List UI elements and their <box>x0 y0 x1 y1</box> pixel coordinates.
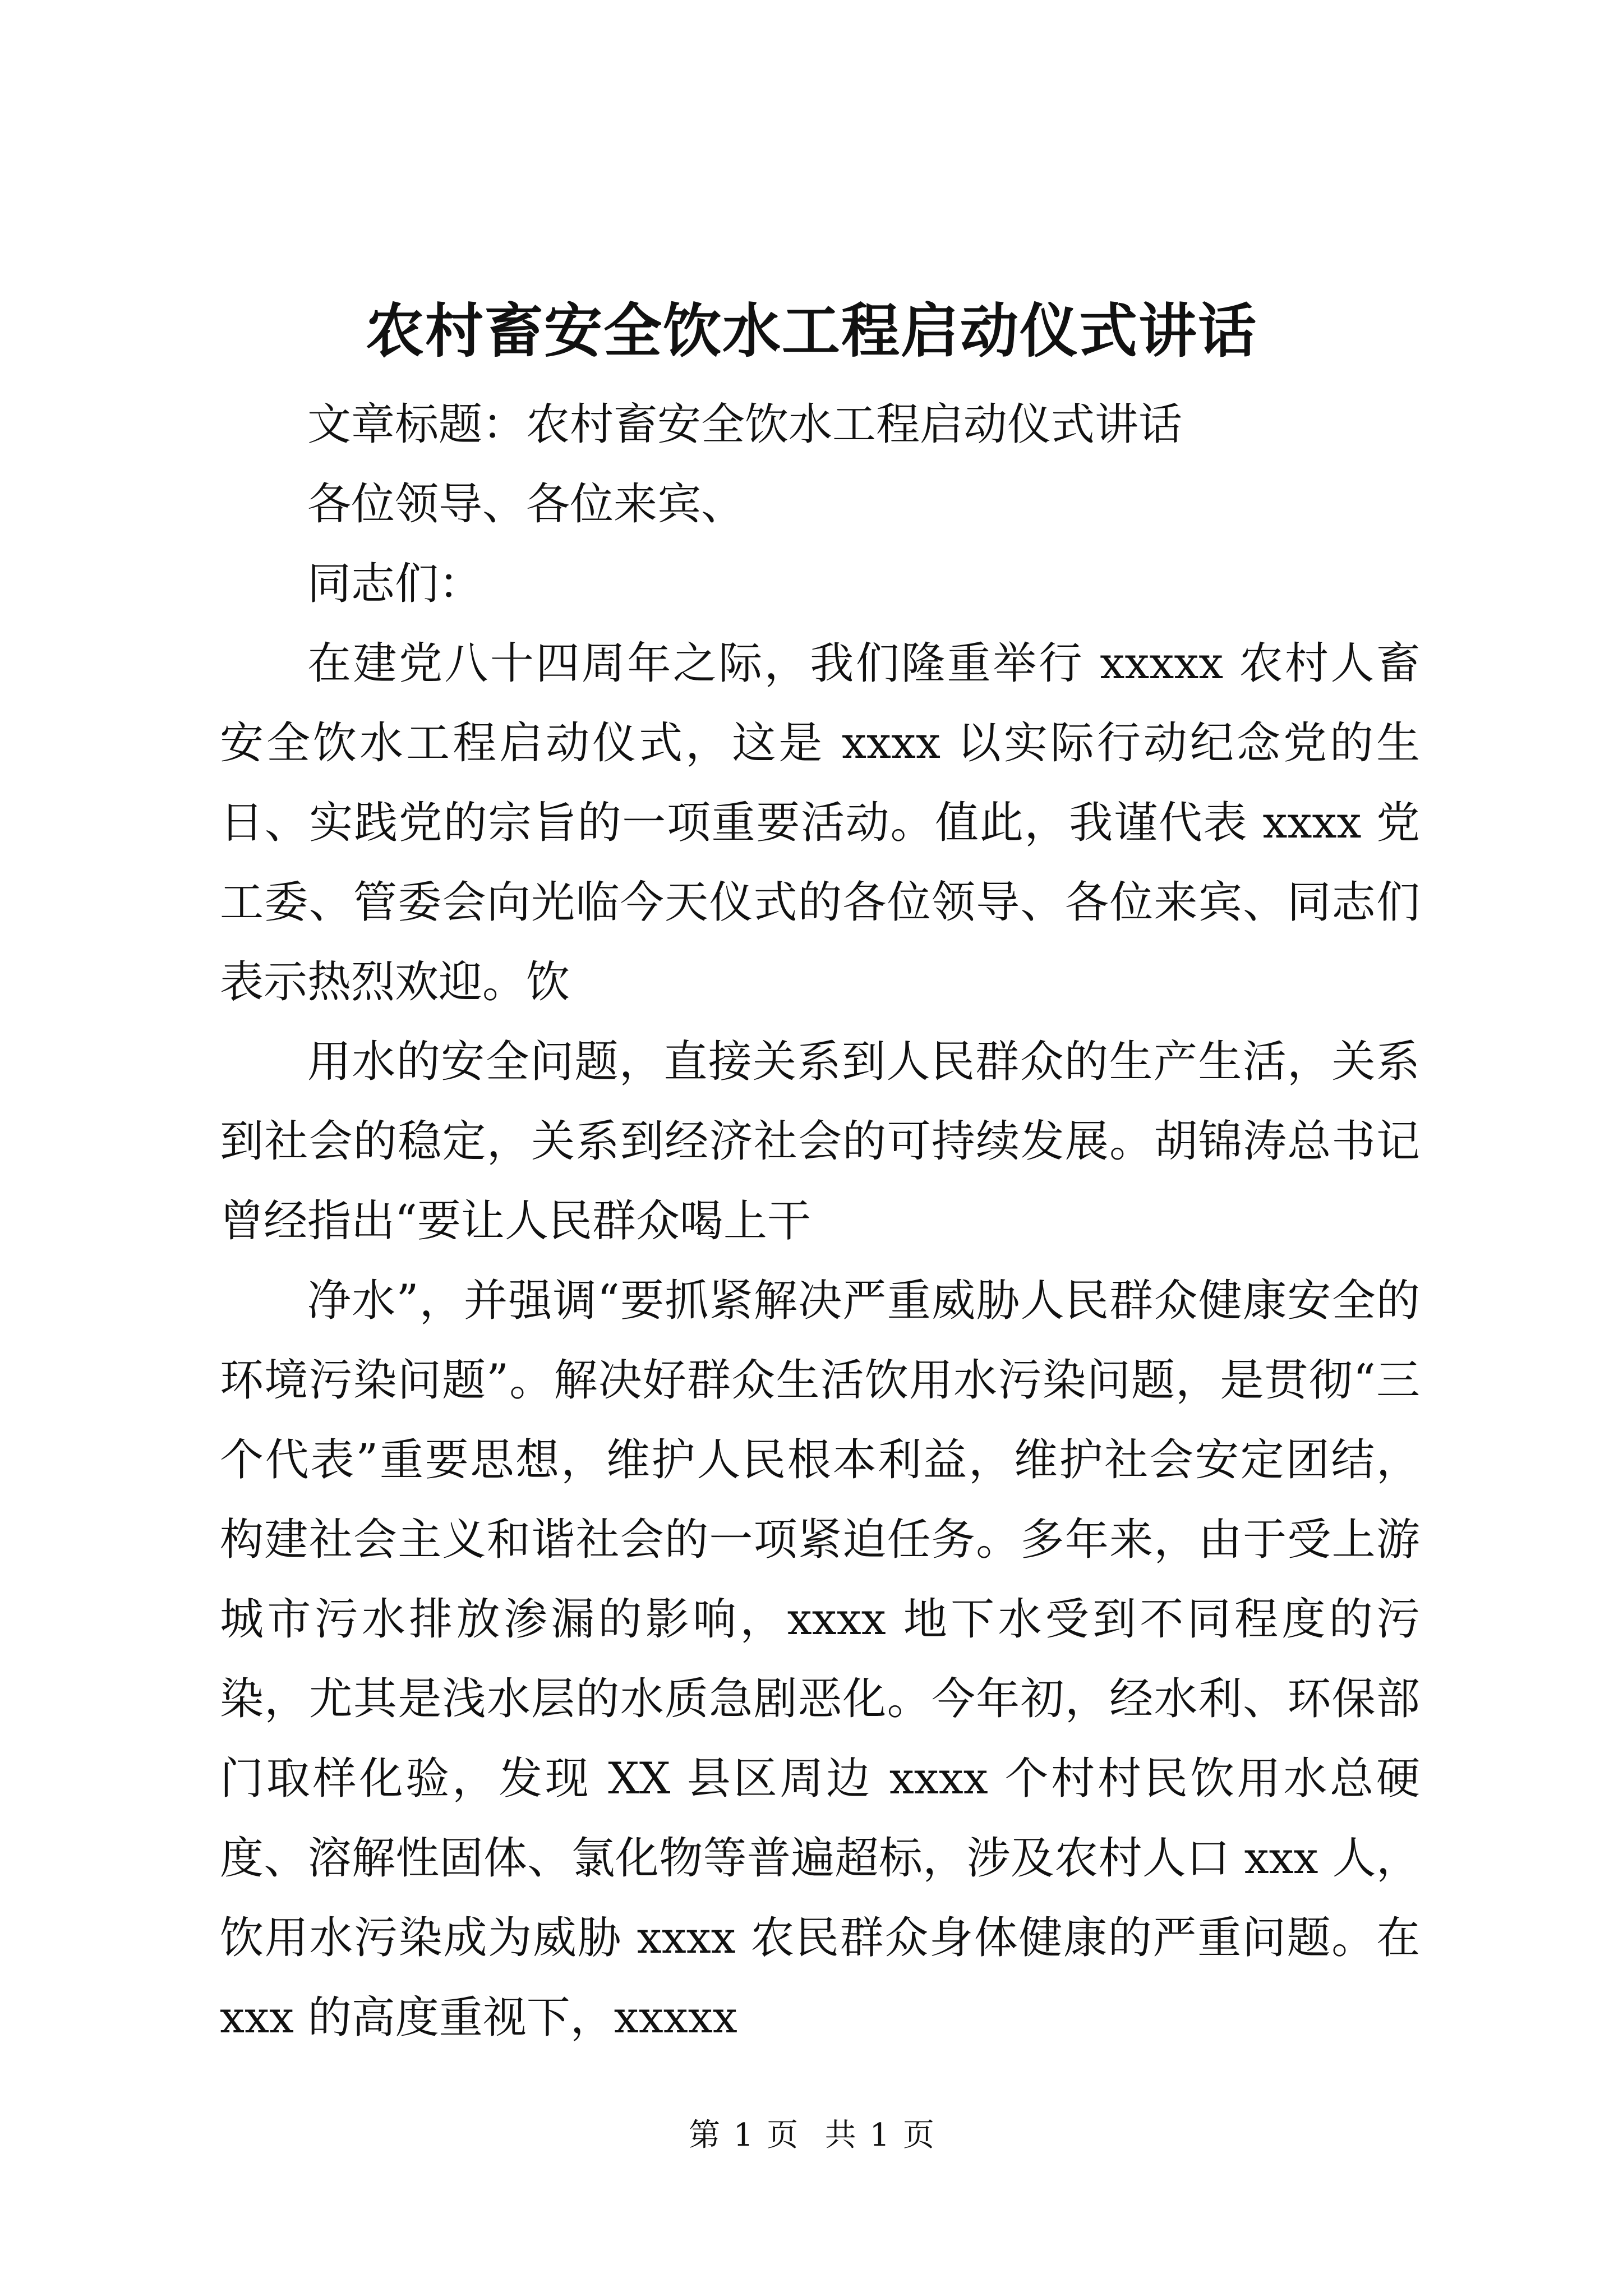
page-number: 第 1 页 共 1 页 <box>688 2117 935 2154</box>
paragraph-article-title: 文章标题：农村畜安全饮水工程启动仪式讲话 <box>307 399 1183 450</box>
document-title: 农村畜安全饮水工程启动仪式讲话 <box>365 296 1257 365</box>
paragraph-salutation-leaders: 各位领导、各位来宾、 <box>307 479 745 530</box>
paragraph-water-safety: 用水的安全问题，直接关系到人民群众的生产生活，关系到社会的稳定，关系到经济社会的可持续发展。胡锦涛总书记曾经指出“要让人民群众喝上干 <box>220 1037 1420 1246</box>
document-body <box>220 385 1420 2058</box>
paragraph-pollution: 净水”，并强调“要抓紧解决严重威胁人民群众健康安全的环境污染问题”。解决好群众生活饮用水污染问题，是贯彻“三个代表”重要思想，维护人民根本利益，维护社会安定团结，构建社会主义和谐社会的一项紧迫任务。多年来，由于受上游城市污水排放渗漏的影响，xxxx 地下水受到不同程度的污染，尤其是浅水层的水质急剧恶化。今年初，经水利、环保部门取样化验，发现 XX 县区周边 xxxx 个村村民饮用水总硬度、溶解性固体、氯化物等普遍超标，涉及农村人口 xxx 人，饮用水污染成为威胁 xxxx 农民群众身体健康的严重问题。在 xxx 的高度重视下，xxxxx <box>220 1276 1420 2043</box>
page-footer <box>0 2116 1623 2155</box>
paragraph-salutation-comrades: 同志们： <box>307 559 483 609</box>
paragraph-opening: 在建党八十四周年之际，我们隆重举行 xxxxx 农村人畜安全饮水工程启动仪式，这是 xxxx 以实际行动纪念党的生日、实践党的宗旨的一项重要活动。值此，我谨代表 xxxx 党工委、管委会向光临今天仪式的各位领导、各位来宾、同志们表示热烈欢迎。饮 <box>220 638 1420 1007</box>
